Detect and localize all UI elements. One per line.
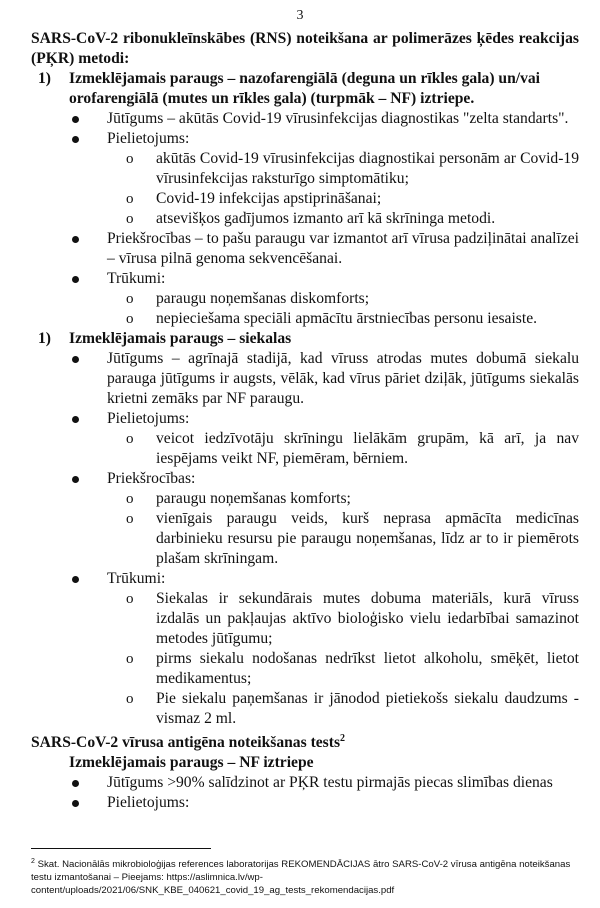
sub-bullet-text: atsevišķos gadījumos izmanto arī kā skrīninga metodi. [156,210,496,227]
section-1-title: SARS-CoV-2 ribonukleīnskābes (RNS) noteikšana ar polimerāzes ķēdes reakcijas (PĶR) metodi: [31,30,579,67]
sub-bullet-text: akūtās Covid-19 vīrusinfekcijas diagnostikai personām ar Covid-19 vīrusinfekcijas raksturīgo simptomātiku; [156,150,579,187]
bullet-text: Priekšrocības – to pašu paraugu var izmantot arī vīrusa padziļinātai analīzei – vīrusa pilnā genoma sekvencēšanai. [107,230,579,267]
sub-bullet-text: nepieciešama speciāli apmācītu ārstniecības personu iesaiste. [156,310,538,327]
circle-bullet-icon: o [126,211,134,227]
item-1-title [31,69,579,109]
sub-list-item [126,149,579,189]
list-item [69,793,579,813]
footnote-text: Skat. Nacionālās mikrobioloģijas references laboratorijas REKOMENDĀCIJAS ātro SARS-CoV-2 vīrusa antigēna noteikšanas testu izmantošanai – Pieejams: https://aslimnica.lv/wp-content/uploads/2021/06/SNK_KBE_040621_covid_19_ag_tests_rekomendacijas.pdf [31,859,571,897]
sub-list-item [126,289,579,309]
list-item [69,773,579,793]
circle-bullet-icon: o [126,591,134,607]
circle-bullet-icon: o [126,291,134,307]
sub-bullet-text: paraugu noņemšanas komforts; [156,490,351,507]
circle-bullet-icon: o [126,691,134,707]
sub-bullet-text: veicot iedzīvotāju skrīningu lielākām grupām, kā arī, ja nav iespējams veikt NF, piemēram, bērniem. [156,430,579,467]
bullet-text: Jūtīgums – agrīnajā stadijā, kad vīruss atrodas mutes dobumā siekalu parauga jūtīgums ir augsts, vēlāk, kad vīrus pāriet dziļāk, jūtīgums siekalās krietni zemāks par NF paraugu. [107,350,579,407]
list-item [69,109,579,129]
circle-bullet-icon: o [126,431,134,447]
bullet-text: Pielietojums: [107,130,190,147]
item-1-title-text: Izmeklējamais paraugs – nazofarengiālā (deguna un rīkles gala) un/vai orofarengiālā (mutes un rīkles gala) (turpmāk – NF) iztriepe. [69,70,541,107]
sub-list-item [126,209,579,229]
sub-bullet-text: pirms siekalu nodošanas nedrīkst lietot alkoholu, smēķēt, lietot medikamentus; [156,650,579,687]
list-item [69,349,579,409]
sub-list-item [126,689,579,729]
list-item [69,269,579,289]
document-body [31,29,579,813]
circle-bullet-icon: o [126,511,134,527]
list-item [69,409,579,429]
list-item [69,569,579,589]
sub-bullet-text: Siekalas ir sekundārais mutes dobuma materiāls, kurā vīruss izdalās un pakļaujas aktīvo bioloģisko vielu iedarbībai samazinot metodes jūtīgumu; [156,590,579,647]
list-item [69,129,579,149]
bullet-text: Pielietojums: [107,410,190,427]
footnote [31,855,576,897]
sub-list-item [126,429,579,469]
sub-bullet-text: paraugu noņemšanas diskomforts; [156,290,370,307]
sub-list-item [126,189,579,209]
bullet-text: Trūkumi: [107,270,166,287]
circle-bullet-icon: o [126,491,134,507]
bullet-text: Jūtīgums >90% salīdzinot ar PĶR testu pirmajās piecas slimības dienas [107,774,553,791]
item-2-number: 1) [38,330,51,347]
section-2-title-text: SARS-CoV-2 vīrusa antigēna noteikšanas tests [31,734,341,751]
sub-list-item [126,509,579,569]
bullet-text: Jūtīgums – akūtās Covid-19 vīrusinfekcijas diagnostikas "zelta standarts". [107,110,569,127]
list-item [69,469,579,489]
sub-bullet-text: vienīgais paraugu veids, kurš neprasa apmācīta medicīnas darbinieku resursu pie paraugu noņemšanas, līdz ar to ir piemērots plašam skrīningam. [156,510,579,567]
list-item [69,229,579,269]
section-2-subtitle: Izmeklējamais paraugs – NF iztriepe [69,754,314,771]
bullet-text: Priekšrocības: [107,470,196,487]
bullet-text: Trūkumi: [107,570,166,587]
footnote-marker: 2 [31,858,35,865]
item-1-number: 1) [38,70,51,87]
item-2-title-text: Izmeklējamais paraugs – siekalas [69,330,292,347]
page-number: 3 [296,8,304,23]
footnote-ref[interactable]: 2 [340,732,346,744]
sub-list-item [126,309,579,329]
circle-bullet-icon: o [126,191,134,207]
circle-bullet-icon: o [126,311,134,327]
footnote-divider [31,848,211,849]
sub-list-item [126,649,579,689]
sub-bullet-text: Pie siekalu paņemšanas ir jānodod pietiekošs siekalu daudzums - vismaz 2 ml. [156,690,579,727]
sub-list-item [126,489,579,509]
section-2-title [31,733,579,753]
sub-bullet-text: Covid-19 infekcijas apstiprināšanai; [156,190,382,207]
bullet-text: Pielietojums: [107,794,190,811]
circle-bullet-icon: o [126,651,134,667]
sub-list-item [126,589,579,649]
item-2-title [31,329,579,349]
circle-bullet-icon: o [126,151,134,167]
